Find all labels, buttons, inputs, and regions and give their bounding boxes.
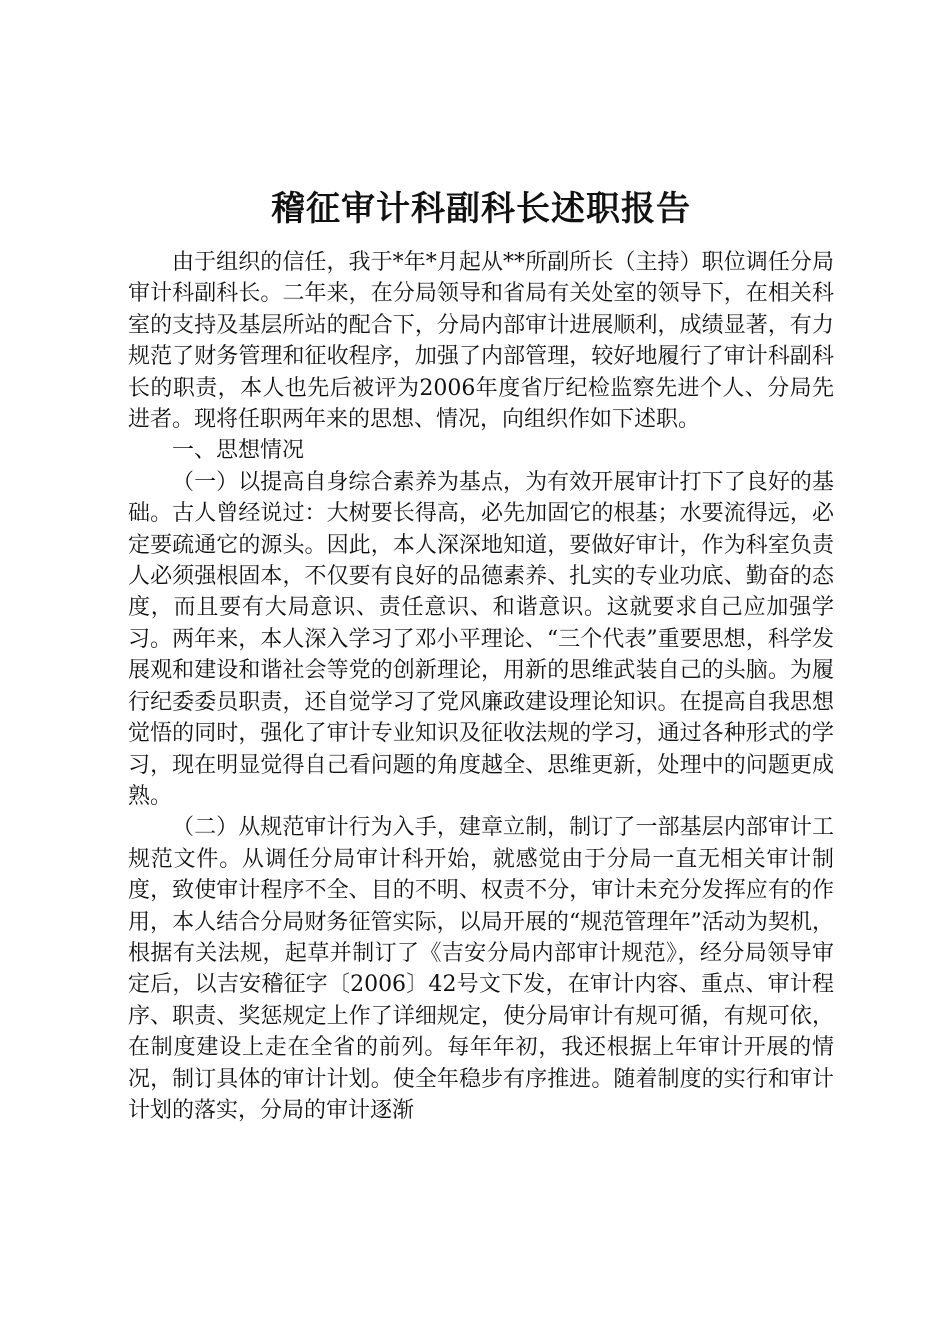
body-paragraph: （一）以提高自身综合素养为基点，为有效开展审计打下了良好的基础。古人曾经说过：大树要长得高，必先加固它的根基；水要流得远，必定要疏通它的源头。因此，本人深深地知道，要做好审计，作为科室负责人必须强根固本，不仅要有良好的品德素养、扎实的专业功底、勤奋的态度，而且要有大局意识、责任意识、和谐意识。这就要求自己应加强学习。两年来，本人深入学习了邓小平理论、“三个代表”重要思想，科学发展观和建设和谐社会等党的创新理论，用新的思维武装自己的头脑。为履行纪委委员职责，还自觉学习了党风廉政建设理论知识。在提高自我思想觉悟的同时，强化了审计专业知识及征收法规的学习，通过各种形式的学习，现在明显觉得自己看问题的角度越全、思维更新，处理中的问题更成熟。 [128,469,834,809]
document-title: 稽征审计科副科长述职报告 [271,189,691,229]
document-body [128,247,834,1126]
document-page [128,183,834,1126]
body-paragraph: （二）从规范审计行为入手，建章立制，制订了一部基层内部审计工规范文件。从调任分局审计科开始，就感觉由于分局一直无相关审计制度，致使审计程序不全、目的不明、权责不分，审计未充分发挥应有的作用，本人结合分局财务征管实际，以局开展的“规范管理年”活动为契机，根据有关法规，起草并制订了《吉安分局内部审计规范》，经分局领导审定后，以吉安稽征字〔2006〕42号文下发，在审计内容、重点、审计程序、职责、奖惩规定上作了详细规定，使分局审计有规可循，有规可依，在制度建设上走在全省的前列。每年年初，我还根据上年审计开展的情况，制订具体的审计计划。使全年稳步有序推进。随着制度的实行和审计计划的落实，分局的审计逐渐 [128,815,834,1123]
section-heading: 一、思想情况 [172,438,305,464]
intro-paragraph: 由于组织的信任，我于*年*月起从**所副所长（主持）职位调任分局审计科副科长。二年来，在分局领导和省局有关处室的领导下，在相关科室的支持及基层所站的配合下，分局内部审计进展顺利，成绩显著，有力规范了财务管理和征收程序，加强了内部管理，较好地履行了审计科副科长的职责，本人也先后被评为2006年度省厅纪检监察先进个人、分局先进者。现将任职两年来的思想、情况，向组织作如下述职。 [128,250,834,433]
